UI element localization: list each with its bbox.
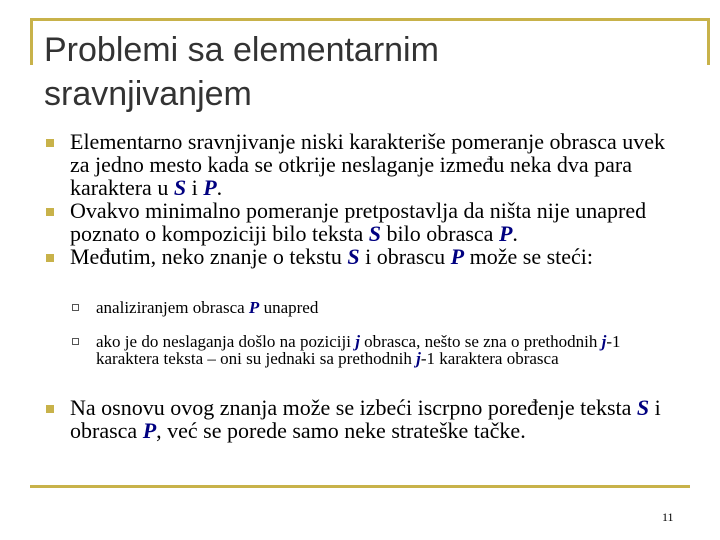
square-bullet-icon xyxy=(46,254,54,262)
bullet-item-4: Na osnovu ovog znanja može se izbeći iscrpno poređenje teksta S i obrasca P, već se porede samo neke strateške tačke. xyxy=(46,396,666,442)
bullet-item-3: Međutim, neko znanje o tekstu S i obrascu P može se steći: xyxy=(46,245,666,268)
frame-top-rule xyxy=(30,18,710,21)
sub-bullet-item-2: ako je do neslaganja došlo na poziciji j obrasca, nešto se zna o prethodnih j-1 karaktera teksta – oni su jednaki sa prethodnih j-1 karaktera obrasca xyxy=(46,333,666,367)
variable-j: j xyxy=(355,332,360,351)
sub-bullet-item-1: analiziranjem obrasca P unapred xyxy=(46,299,666,316)
page-number: 11 xyxy=(662,510,674,524)
frame-bottom-rule xyxy=(30,485,690,488)
variable-s: S xyxy=(636,395,650,420)
variable-p: P xyxy=(142,418,157,443)
variable-s: S xyxy=(173,175,187,200)
variable-j: j xyxy=(416,349,421,368)
hollow-square-bullet-icon xyxy=(72,304,79,311)
variable-s: S xyxy=(347,244,360,269)
variable-p: P xyxy=(450,244,465,269)
bullet-list xyxy=(46,130,666,442)
square-bullet-icon xyxy=(46,208,54,216)
square-bullet-icon xyxy=(46,139,54,147)
frame-left-rule xyxy=(30,18,33,65)
bullet-item-2: Ovakvo minimalno pomeranje pretpostavlja da ništa nije unapred poznato o kompoziciji bilo teksta S bilo obrasca P. xyxy=(46,199,666,245)
variable-p: P xyxy=(498,221,513,246)
hollow-square-bullet-icon xyxy=(72,338,79,345)
variable-p: P xyxy=(203,175,217,200)
variable-p: P xyxy=(248,298,260,317)
bullet-item-1: Elementarno sravnjivanje niski karakteriše pomeranje obrasca uvek za jedno mesto kada se otkrije neslaganje između neka dva para karaktera u S i P. xyxy=(46,130,666,199)
variable-j: j xyxy=(601,332,607,351)
square-bullet-icon xyxy=(46,405,54,413)
variable-s: S xyxy=(368,221,382,246)
slide-title: Problemi sa elementarnim sravnjivanjem xyxy=(44,31,439,113)
frame-right-rule xyxy=(707,18,710,65)
